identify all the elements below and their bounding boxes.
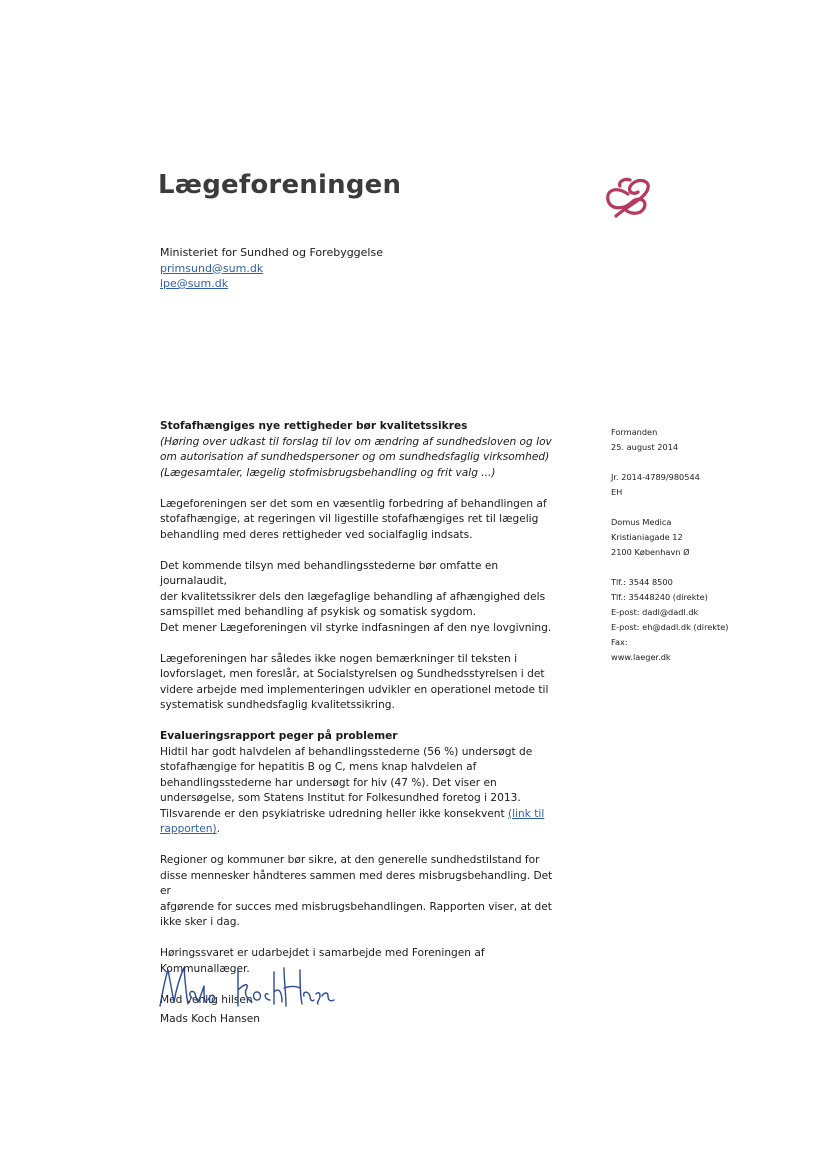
- subtitle-line: (Høring over udkast til forslag til lov om ændring af sundhedsloven og lov: [160, 435, 552, 448]
- address-line: 2100 København Ø: [611, 547, 690, 557]
- paragraph-line: [160, 822, 560, 838]
- sender-sidebar: [611, 425, 729, 665]
- report-link[interactable]: rapporten): [160, 823, 217, 835]
- subtitle-line: om autorisation af sundhedspersoner og om sundhedsfaglig virksomhed): [160, 451, 550, 463]
- recipient-email-link[interactable]: primsund@sum.dk: [160, 261, 264, 275]
- paragraph-line: Lægeforeningen har således ikke nogen bemærkninger til teksten i: [160, 652, 518, 665]
- paragraph-line: Regioner og kommuner bør sikre, at den generelle sundhedstilstand for: [160, 854, 540, 866]
- letter-title: Stofafhængiges nye rettigheder bør kvalitetssikres: [160, 420, 468, 432]
- paragraph-line: samspillet med behandling af psykisk og somatisk sygdom.: [160, 606, 477, 618]
- paragraph-line: videre arbejde med implementeringen udvikler en operationel metode til: [160, 683, 549, 696]
- paragraph-line: stofafhængige for hepatitis B og C, mens knap halvdelen af: [160, 761, 477, 773]
- paragraph-line: stofafhængige, at regeringen vil ligestille stofafhængiges ret til lægelig: [160, 513, 539, 525]
- paragraph-line: ikke sker i dag.: [160, 916, 240, 928]
- paragraph-line: Kommunallæger.: [160, 962, 250, 975]
- subtitle-line: (Lægesamtaler, lægelig stofmisbrugsbehandling og frit valg ...): [160, 466, 496, 479]
- address-line: Kristianiagade 12: [611, 532, 683, 542]
- signature-name: Mads Koch Hansen: [160, 1013, 260, 1025]
- paragraph-text: Tilsvarende er den psykiatriske udredning heller ikke konsekvent: [160, 807, 509, 820]
- paragraph-line: [160, 807, 560, 823]
- paragraph-line: afgørende for succes med misbrugsbehandlingen. Rapporten viser, at det: [160, 900, 552, 913]
- paragraph-line: disse mennesker håndteres sammen med deres misbrugsbehandling. Det er: [160, 869, 553, 897]
- contact-line: Tlf.: 3544 8500: [611, 577, 673, 587]
- closing: Med venlig hilsen: [160, 993, 253, 1006]
- contact-line: E-post: dadl@dadl.dk: [611, 607, 699, 617]
- paragraph-text: .: [216, 823, 221, 835]
- paragraph-line: Høringssvaret er udarbejdet i samarbejde med Foreningen af: [160, 947, 485, 959]
- letter-body: [160, 419, 560, 1008]
- handwritten-signature-icon: [154, 962, 339, 1012]
- report-link[interactable]: (link til: [508, 807, 545, 820]
- organization-logo-text: Lægeforeningen: [158, 170, 402, 200]
- sender-role: Formanden: [611, 427, 658, 437]
- recipient-email-link[interactable]: lpe@sum.dk: [160, 277, 229, 290]
- paragraph-line: lovforslaget, men foreslår, at Socialstyrelsen og Sundhedsstyrelsen i det: [160, 668, 545, 680]
- paragraph-line: Lægeforeningen ser det som en væsentlig forbedring af behandlingen af: [160, 497, 547, 510]
- paragraph-line: undersøgelse, som Statens Institut for Folkesundhed foretog i 2013.: [160, 792, 521, 804]
- journal-number: Jr. 2014-4789/980544: [611, 472, 700, 482]
- contact-line: www.laeger.dk: [611, 652, 671, 662]
- paragraph-line: behandlingsstederne har undersøgt for hiv (47 %). Det viser en: [160, 776, 497, 789]
- paragraph-line: der kvalitetssikrer dels den lægefaglige behandling af afhængighed dels: [160, 590, 546, 603]
- paragraph-line: Det kommende tilsyn med behandlingsstederne bør omfatte en journalaudit,: [160, 559, 499, 587]
- initials: EH: [611, 487, 623, 497]
- recipient-block: [160, 245, 383, 292]
- paragraph-line: Hidtil har godt halvdelen af behandlingsstederne (56 %) undersøgt de: [160, 745, 533, 758]
- recipient-name: Ministeriet for Sundhed og Forebyggelse: [160, 246, 383, 259]
- paragraph-line: Det mener Lægeforeningen vil styrke indfasningen af den nye lovgivning.: [160, 621, 552, 634]
- section-heading: Evalueringsrapport peger på problemer: [160, 730, 398, 742]
- address-line: Domus Medica: [611, 517, 672, 527]
- paragraph-line: behandling med deres rettigheder ved socialfaglig indsats.: [160, 528, 473, 541]
- contact-line: Fax:: [611, 637, 628, 647]
- contact-line: E-post: eh@dadl.dk (direkte): [611, 622, 729, 632]
- letter-date: 25. august 2014: [611, 442, 679, 452]
- staff-of-asclepius-emblem-icon: [602, 176, 654, 220]
- contact-line: Tlf.: 35448240 (direkte): [611, 592, 708, 602]
- paragraph-line: systematisk sundhedsfaglig kvalitetssikring.: [160, 699, 395, 711]
